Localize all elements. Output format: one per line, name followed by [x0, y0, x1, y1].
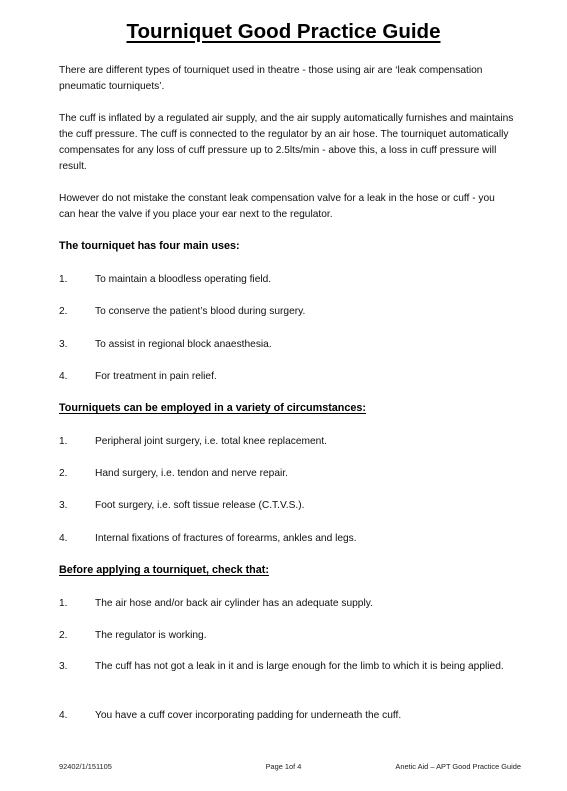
list-item-text: To assist in regional block anaesthesia. — [95, 339, 272, 350]
list-item-number: 3. — [59, 661, 68, 672]
section-heading-main-uses: The tourniquet has four main uses: — [59, 240, 240, 252]
list-item — [59, 659, 519, 675]
list-item — [59, 434, 519, 450]
list-item — [59, 628, 519, 644]
list-item — [59, 596, 519, 612]
list-item — [59, 531, 519, 547]
page-title: Tourniquet Good Practice Guide — [126, 20, 441, 43]
list-item-text: The cuff has not got a leak in it and is large enough for the limb to which it is being applied. — [95, 661, 504, 672]
list-item-number: 4. — [59, 710, 68, 721]
cuff-paragraph: The cuff is inflated by a regulated air supply, and the air supply automatically furnishes and maintains the cuff pressure. The cuff is connected to the regulator by an air hose. The tourniquet automatically compensates for any loss of cuff pressure up to 2.5lts/min - above this, a loss in cuff pressure will result. — [59, 113, 514, 172]
list-item-number: 1. — [59, 274, 68, 285]
list-item-number: 1. — [59, 598, 68, 609]
list-item-text: Peripheral joint surgery, i.e. total knee replacement. — [95, 436, 327, 447]
footer-page-number: Page 1of 4 — [265, 762, 302, 771]
list-item-text: To conserve the patient’s blood during surgery. — [95, 306, 306, 317]
list-item — [59, 466, 519, 482]
footer-document-code: 92402/1/151105 — [59, 762, 112, 771]
section-heading-circumstances: Tourniquets can be employed in a variety of circumstances: — [59, 402, 366, 414]
list-item-text: Internal fixations of fractures of forearms, ankles and legs. — [95, 533, 357, 544]
list-item — [59, 272, 519, 288]
list-item-number: 4. — [59, 371, 68, 382]
list-item-number: 3. — [59, 500, 68, 511]
list-item-number: 3. — [59, 339, 68, 350]
intro-paragraph: There are different types of tourniquet used in theatre - those using air are ‘leak compensation pneumatic tourniquets’. — [59, 65, 483, 92]
list-item — [59, 369, 519, 385]
list-item-text: Foot surgery, i.e. soft tissue release (C.T.V.S.). — [95, 500, 305, 511]
list-item-text: The air hose and/or back air cylinder has an adequate supply. — [95, 598, 373, 609]
list-item-number: 4. — [59, 533, 68, 544]
list-item-text: To maintain a bloodless operating field. — [95, 274, 272, 285]
list-item-text: For treatment in pain relief. — [95, 371, 217, 382]
list-item-number: 1. — [59, 436, 68, 447]
list-item — [59, 304, 519, 320]
list-item-number: 2. — [59, 306, 68, 317]
list-item-text: You have a cuff cover incorporating padding for underneath the cuff. — [95, 710, 402, 721]
list-item — [59, 498, 519, 514]
list-item-number: 2. — [59, 468, 68, 479]
footer-guide-name: Anetic Aid – APT Good Practice Guide — [395, 762, 521, 771]
valve-paragraph: However do not mistake the constant leak compensation valve for a leak in the hose or cuff - you can hear the valve if you place your ear next to the regulator. — [59, 193, 495, 220]
list-item — [59, 708, 519, 724]
section-heading-checks: Before applying a tourniquet, check that: — [59, 564, 269, 576]
list-item-text: The regulator is working. — [95, 630, 207, 641]
list-item-number: 2. — [59, 630, 68, 641]
list-item-text: Hand surgery, i.e. tendon and nerve repair. — [95, 468, 288, 479]
list-item — [59, 337, 519, 353]
